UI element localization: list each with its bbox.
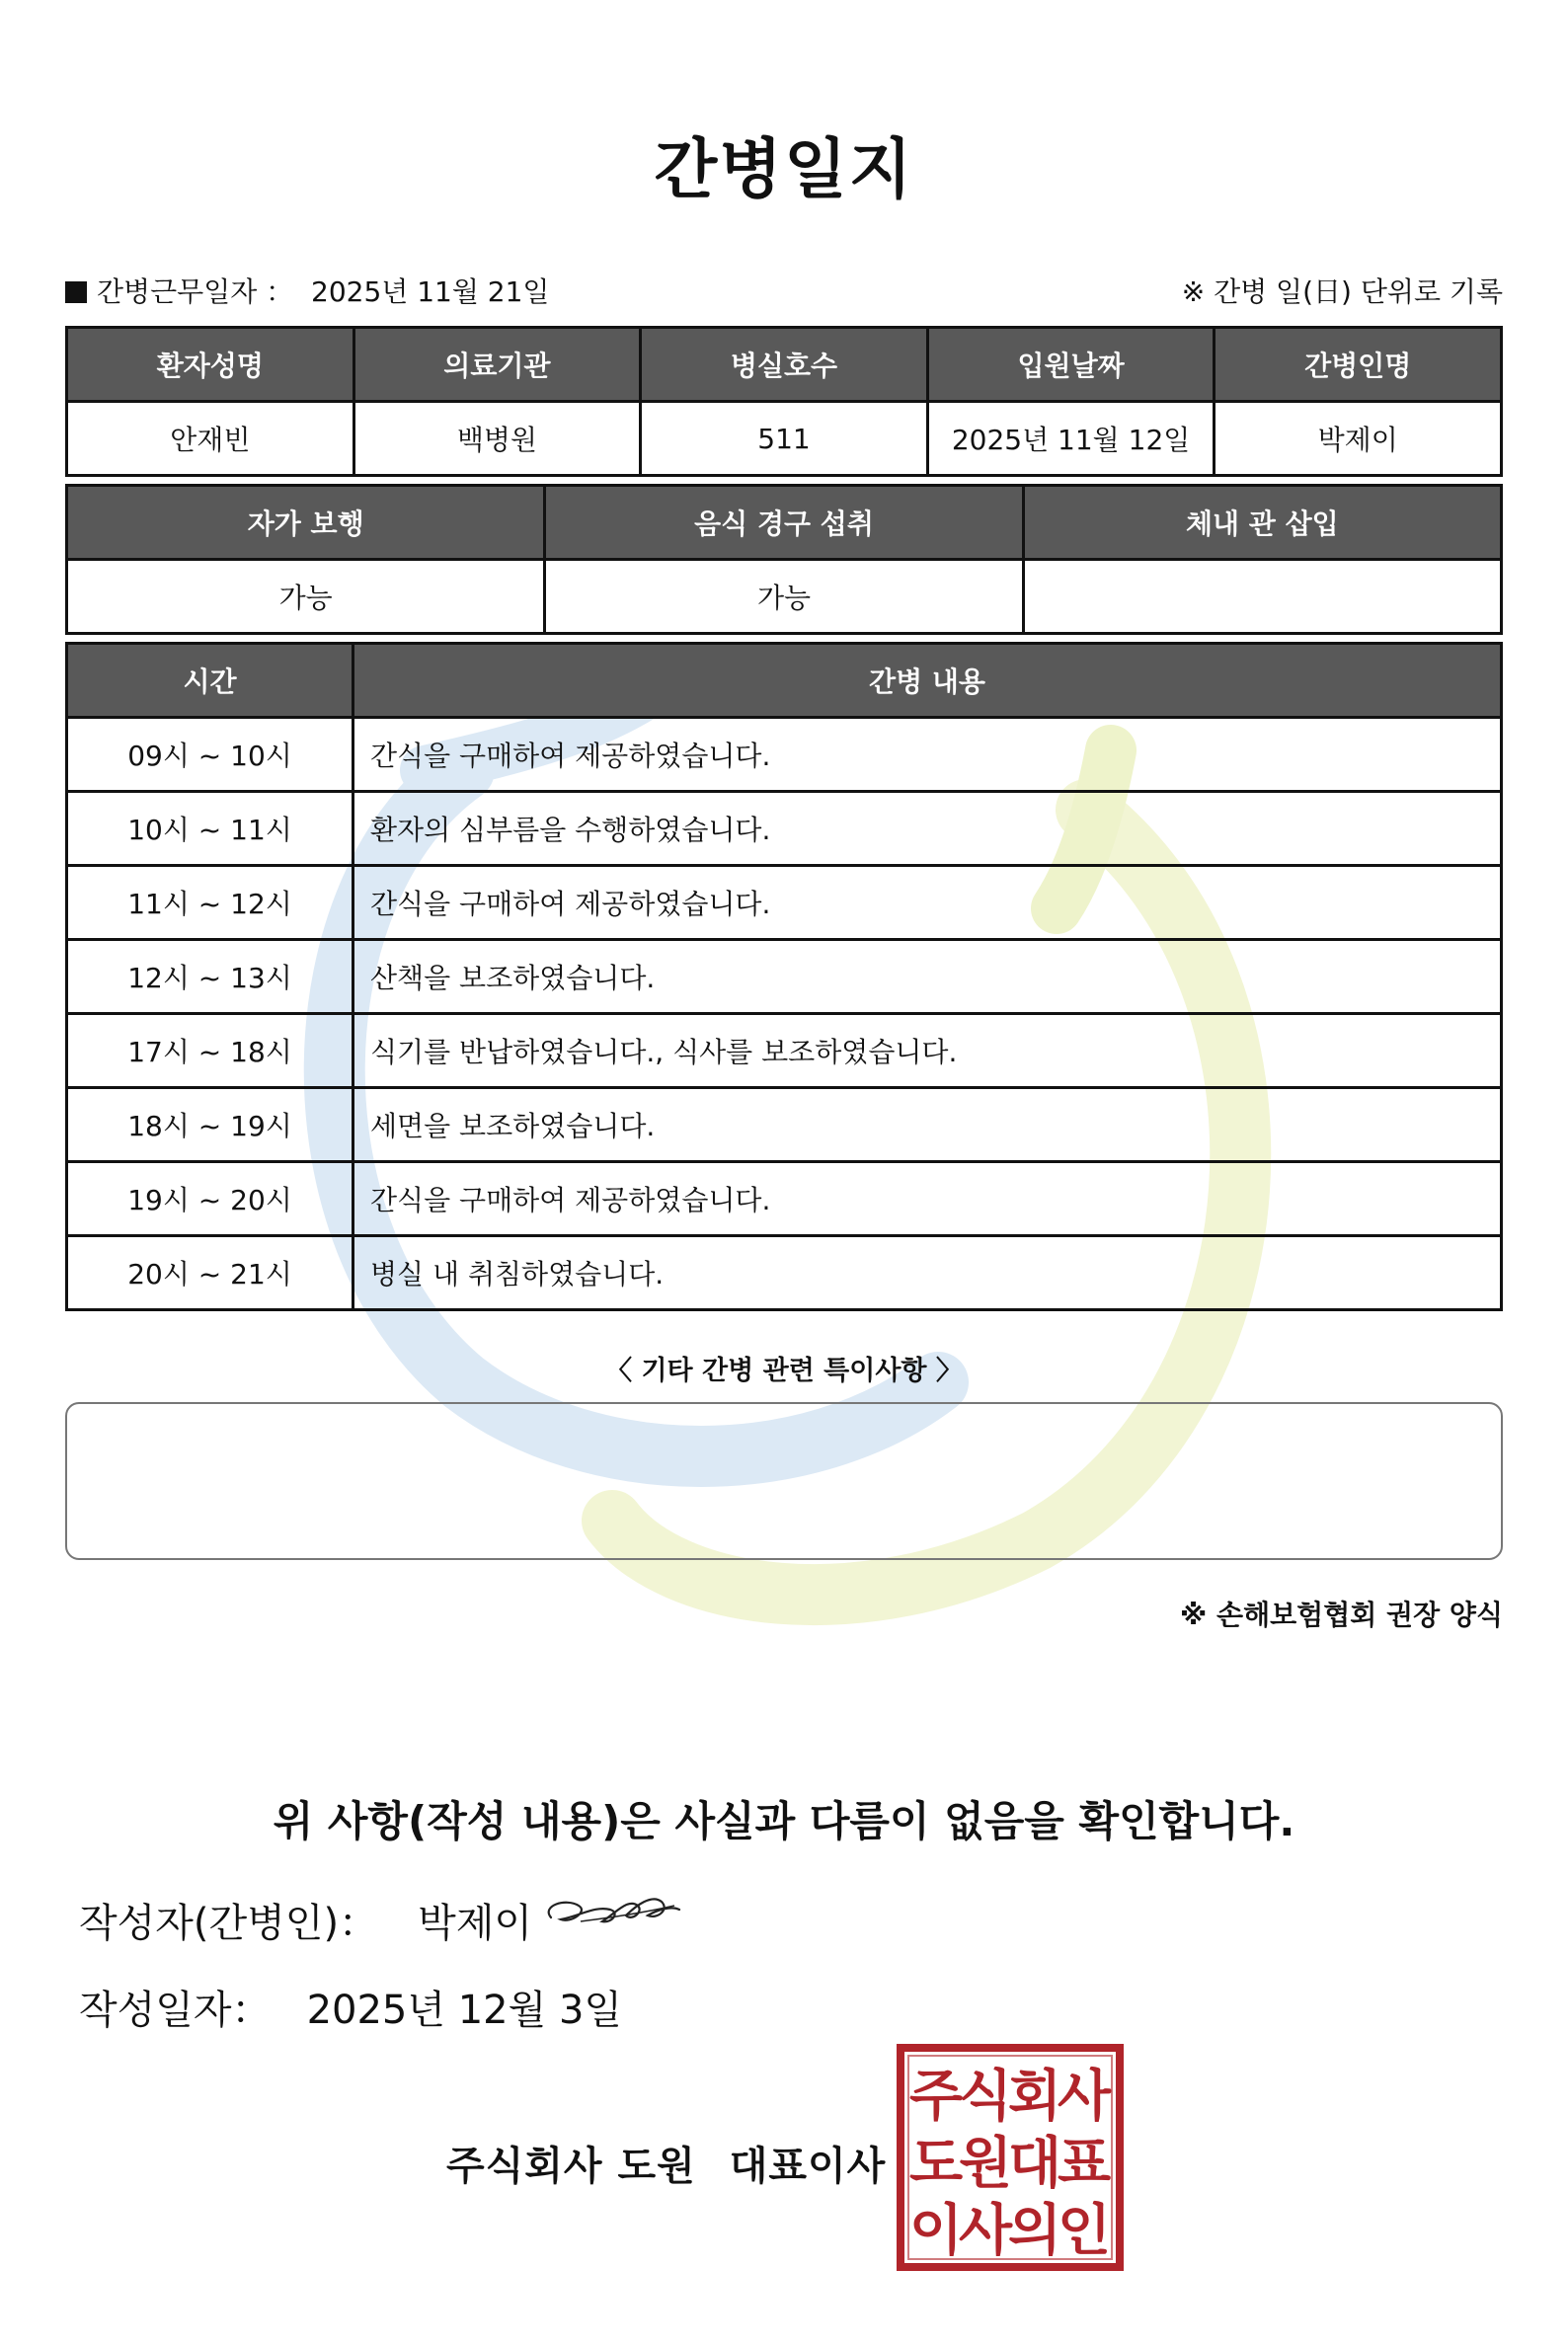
table-row (67, 1088, 1502, 1162)
log-content: 환자의 심부름을 수행하였습니다. (353, 792, 1502, 866)
table-row (67, 1162, 1502, 1236)
written-date-label: 작성일자： (79, 1988, 272, 2033)
company-name: 주식회사 도원 (446, 2144, 696, 2189)
patient-name: 안재빈 (67, 402, 354, 476)
patient-info-table (65, 326, 1503, 477)
company-signoff (446, 2135, 886, 2191)
svg-text:사: 사 (958, 2199, 1013, 2263)
header-self-walking: 자가 보행 (67, 486, 545, 560)
room-number: 511 (641, 402, 928, 476)
log-time: 09시 ~ 10시 (67, 718, 353, 792)
log-time: 17시 ~ 18시 (67, 1014, 353, 1088)
svg-text:인: 인 (1057, 2199, 1112, 2263)
work-date-label: 간병근무일자 ： (97, 275, 294, 308)
table-row (67, 1014, 1502, 1088)
caregiver-name: 박제이 (1215, 402, 1502, 476)
log-content: 산책을 보조하였습니다. (353, 940, 1502, 1014)
log-time: 10시 ~ 11시 (67, 792, 353, 866)
header-tube-insertion: 체내 관 삽입 (1023, 486, 1501, 560)
header-patient-name: 환자성명 (67, 328, 354, 402)
company-role: 대표이사 (729, 2144, 887, 2189)
svg-text:표: 표 (1057, 2132, 1112, 2196)
log-content: 간식을 구매하여 제공하였습니다. (353, 1162, 1502, 1236)
care-log-table (65, 642, 1503, 1311)
log-time: 11시 ~ 12시 (67, 866, 353, 940)
admission-date: 2025년 11월 12일 (927, 402, 1215, 476)
writer-label: 작성자(간병인)： (79, 1901, 379, 1946)
writer-line (79, 1892, 532, 1948)
work-date-value: 2025년 11월 21일 (311, 275, 550, 308)
header-caregiver-name: 간병인명 (1215, 328, 1502, 402)
log-time: 12시 ~ 13시 (67, 940, 353, 1014)
work-date (65, 271, 549, 310)
svg-text:원: 원 (958, 2132, 1013, 2196)
table-row (67, 718, 1502, 792)
written-date-value: 2025년 12월 3일 (306, 1988, 623, 2033)
table-row (67, 792, 1502, 866)
svg-text:도: 도 (908, 2132, 964, 2196)
page-title: 간병일지 (654, 131, 914, 207)
table-row (67, 866, 1502, 940)
svg-text:대: 대 (1007, 2132, 1062, 2196)
table-row (67, 940, 1502, 1014)
log-content: 간식을 구매하여 제공하였습니다. (353, 866, 1502, 940)
patient-ability-table (65, 484, 1503, 635)
svg-text:의: 의 (1007, 2199, 1062, 2263)
record-unit-note: ※ 간병 일(日) 단위로 기록 (1181, 275, 1503, 308)
special-notes-title: 〈 기타 간병 관련 특이사항 〉 (605, 1356, 963, 1386)
square-bullet-icon (65, 281, 87, 303)
log-content: 간식을 구매하여 제공하였습니다. (353, 718, 1502, 792)
writer-name: 박제이 (418, 1901, 532, 1946)
company-seal-stamp (897, 2044, 1124, 2271)
written-date-line (79, 1979, 622, 2035)
recommendation-note: ※ 손해보험협회 권장 양식 (1180, 1599, 1503, 1631)
svg-text:회: 회 (1007, 2065, 1062, 2129)
svg-text:주: 주 (908, 2065, 964, 2129)
table-row (67, 1236, 1502, 1310)
hospital-name: 백병원 (353, 402, 641, 476)
special-notes-box (65, 1402, 1503, 1560)
svg-text:식: 식 (958, 2065, 1013, 2129)
oral-intake-value: 가능 (545, 560, 1023, 634)
header-care-content: 간병 내용 (353, 644, 1502, 718)
self-walking-value: 가능 (67, 560, 545, 634)
log-time: 19시 ~ 20시 (67, 1162, 353, 1236)
log-content: 식기를 반납하였습니다., 식사를 보조하였습니다. (353, 1014, 1502, 1088)
header-oral-intake: 음식 경구 섭취 (545, 486, 1023, 560)
log-time: 18시 ~ 19시 (67, 1088, 353, 1162)
header-time: 시간 (67, 644, 353, 718)
confirmation-statement: 위 사항(작성 내용)은 사실과 다름이 없음을 확인합니다. (273, 1797, 1295, 1845)
log-content: 세면을 보조하였습니다. (353, 1088, 1502, 1162)
signature-image (541, 1876, 689, 1945)
header-hospital: 의료기관 (353, 328, 641, 402)
tube-insertion-value (1023, 560, 1501, 634)
svg-text:이: 이 (908, 2199, 964, 2263)
log-time: 20시 ~ 21시 (67, 1236, 353, 1310)
svg-text:사: 사 (1057, 2065, 1112, 2129)
header-room: 병실호수 (641, 328, 928, 402)
log-content: 병실 내 취침하였습니다. (353, 1236, 1502, 1310)
header-admission-date: 입원날짜 (927, 328, 1215, 402)
